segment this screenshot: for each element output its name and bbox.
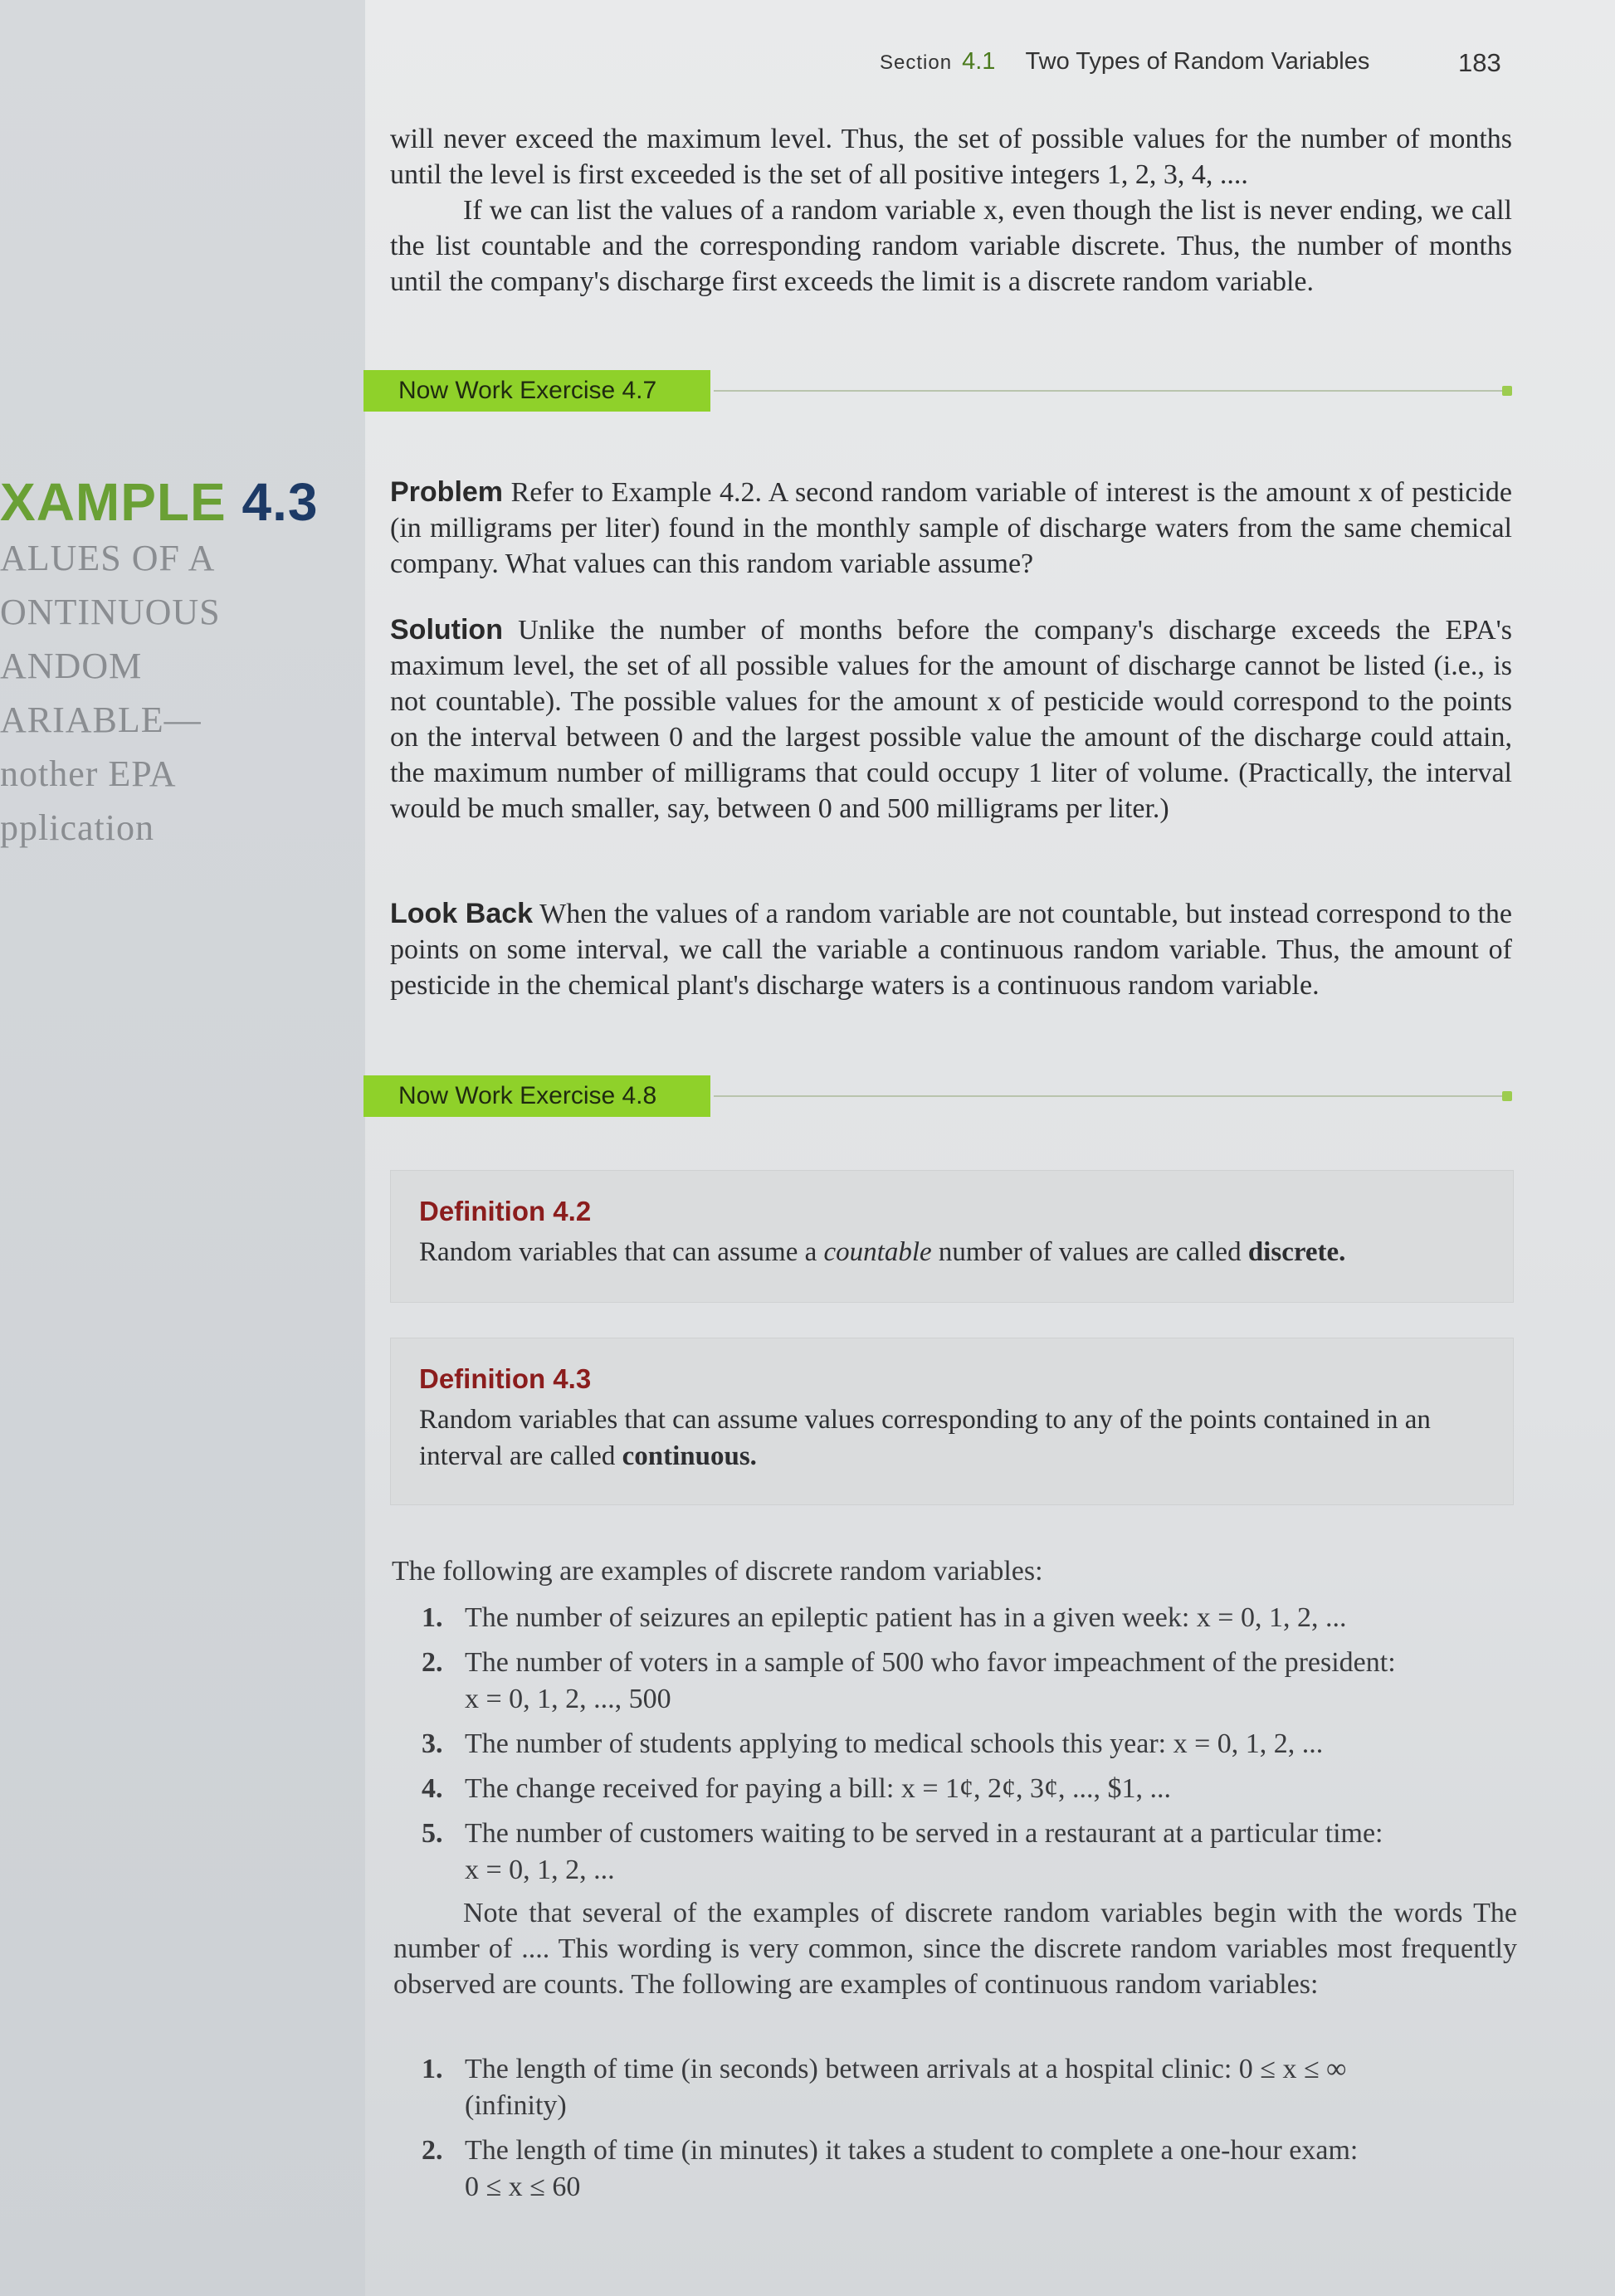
list-text-line-2: x = 0, 1, 2, ... <box>465 1855 615 1885</box>
list-text: The number of customers waiting to be served in a restaurant at a particular time: <box>465 1818 1383 1849</box>
list-number: 4. <box>422 1773 443 1804</box>
banner-dot-icon <box>1502 386 1512 396</box>
lookback-paragraph <box>390 896 1512 1003</box>
list-number: 3. <box>422 1728 443 1759</box>
section-title: Two Types of Random Variables <box>1025 48 1370 75</box>
lookback-text: When the values of a random variable are not countable, but instead correspond to the points on some interval, we call the variable a continuous random variable. Thus, the amount of pesticide in the chemical plant's discharge waters is a continuous random variable. <box>390 899 1512 1001</box>
list-number: 1. <box>422 2054 443 2084</box>
definition-text <box>419 1401 1485 1475</box>
example-subtitle-3: ANDOM <box>0 646 143 686</box>
margin-strip <box>0 0 365 2296</box>
section-label: Section <box>880 51 953 74</box>
now-work-banner-2 <box>363 1075 1512 1117</box>
lookback-label: Look Back <box>390 898 534 929</box>
problem-text: Refer to Example 4.2. A second random variable of interest is the amount x of pesticide (in milligrams per liter) found in the monthly sample of discharge waters from the same chemical company. What values can this random variable assume? <box>390 477 1512 579</box>
banner-rule <box>714 390 1502 392</box>
example-subtitle-1: ALUES OF A <box>0 538 216 578</box>
definition-text-part: Random variables that can assume values corresponding to any of the points contained in an interval are called <box>419 1405 1431 1471</box>
solution-text: Unlike the number of months before the company's discharge exceeds the EPA's maximum level, the set of all possible values for the amount of discharge cannot be listed (i.e., is not countable). The possible values for the amount x of pesticide would correspond to the points on the interval between 0 and the largest possible value the amount of the discharge could attain, the maximum number of milligrams that could occupy 1 liter of volume. (Practically, the interval would be much smaller, say, between 0 and 500 milligrams per liter.) <box>390 615 1512 824</box>
now-work-label: Now Work Exercise 4.7 <box>363 370 710 412</box>
intro-paragraph-2: If we can list the values of a random variable x, even though the list is never ending, we call the list countable and the corresponding random variable discrete. Thus, the number of months until the company's discharge first exceeds the limit is a discrete random variable. <box>390 195 1512 297</box>
banner-dot-icon <box>1502 1091 1512 1101</box>
list-text: The number of seizures an epileptic patient has in a given week: x = 0, 1, 2, ... <box>465 1602 1347 1633</box>
list-text: The number of voters in a sample of 500 who favor impeachment of the president: <box>465 1647 1396 1678</box>
problem-label: Problem <box>390 476 504 508</box>
running-header <box>880 48 1369 76</box>
list-text: The length of time (in seconds) between arrivals at a hospital clinic: 0 ≤ x ≤ ∞ <box>465 2054 1347 2084</box>
example-label: XAMPLE <box>0 472 227 532</box>
definition-title: Definition 4.3 <box>419 1363 592 1394</box>
section-number: 4.1 <box>962 48 996 75</box>
list-number: 2. <box>422 2135 443 2166</box>
page-number: 183 <box>1458 48 1501 77</box>
example-number: 4.3 <box>242 472 319 532</box>
problem-paragraph <box>390 475 1512 582</box>
definition-term: discrete. <box>1247 1237 1346 1267</box>
now-work-label: Now Work Exercise 4.8 <box>363 1075 710 1117</box>
list-text-line-2: 0 ≤ x ≤ 60 <box>465 2172 581 2202</box>
list-text: The length of time (in minutes) it takes a student to complete a one-hour exam: <box>465 2135 1359 2166</box>
solution-paragraph <box>390 612 1512 826</box>
note-paragraph: Note that several of the examples of discrete random variables begin with the words The number of .... This wording is very common, since the discrete random variables most frequently observed are counts. The following are examples of continuous random variables: <box>393 1898 1517 2000</box>
list-text: The change received for paying a bill: x = 1¢, 2¢, 3¢, ..., $1, ... <box>465 1773 1171 1804</box>
list-text: The number of students applying to medical schools this year: x = 0, 1, 2, ... <box>465 1728 1324 1759</box>
list-number: 5. <box>422 1818 443 1849</box>
intro-paragraph-1: will never exceed the maximum level. Thus, the set of possible values for the number of months until the level is first exceeded is the set of all positive integers 1, 2, 3, 4, .... <box>390 124 1512 190</box>
definition-term: continuous. <box>622 1441 757 1471</box>
example-heading <box>0 471 318 533</box>
solution-label: Solution <box>390 614 503 646</box>
example-subtitle-5: nother EPA <box>0 753 177 794</box>
example-subtitle-2: ONTINUOUS <box>0 592 221 632</box>
example-subtitle-6: pplication <box>0 807 154 848</box>
definition-text-part: number of values are called <box>931 1237 1248 1267</box>
list-number: 2. <box>422 1647 443 1678</box>
discrete-intro: The following are examples of discrete random variables: <box>392 1556 1043 1587</box>
definition-text-part: Random variables that can assume a <box>419 1237 824 1267</box>
definition-box-4-3 <box>390 1338 1514 1505</box>
list-text-line-2: (infinity) <box>465 2090 567 2121</box>
now-work-banner-1 <box>363 370 1512 412</box>
example-subtitle-4: ARIABLE— <box>0 700 202 740</box>
list-number: 1. <box>422 1602 443 1633</box>
list-text-line-2: x = 0, 1, 2, ..., 500 <box>465 1684 671 1714</box>
definition-text <box>419 1234 1485 1270</box>
banner-rule <box>714 1095 1502 1097</box>
definition-text-italic: countable <box>823 1237 932 1267</box>
definition-title: Definition 4.2 <box>419 1196 592 1226</box>
definition-box-4-2 <box>390 1170 1514 1303</box>
